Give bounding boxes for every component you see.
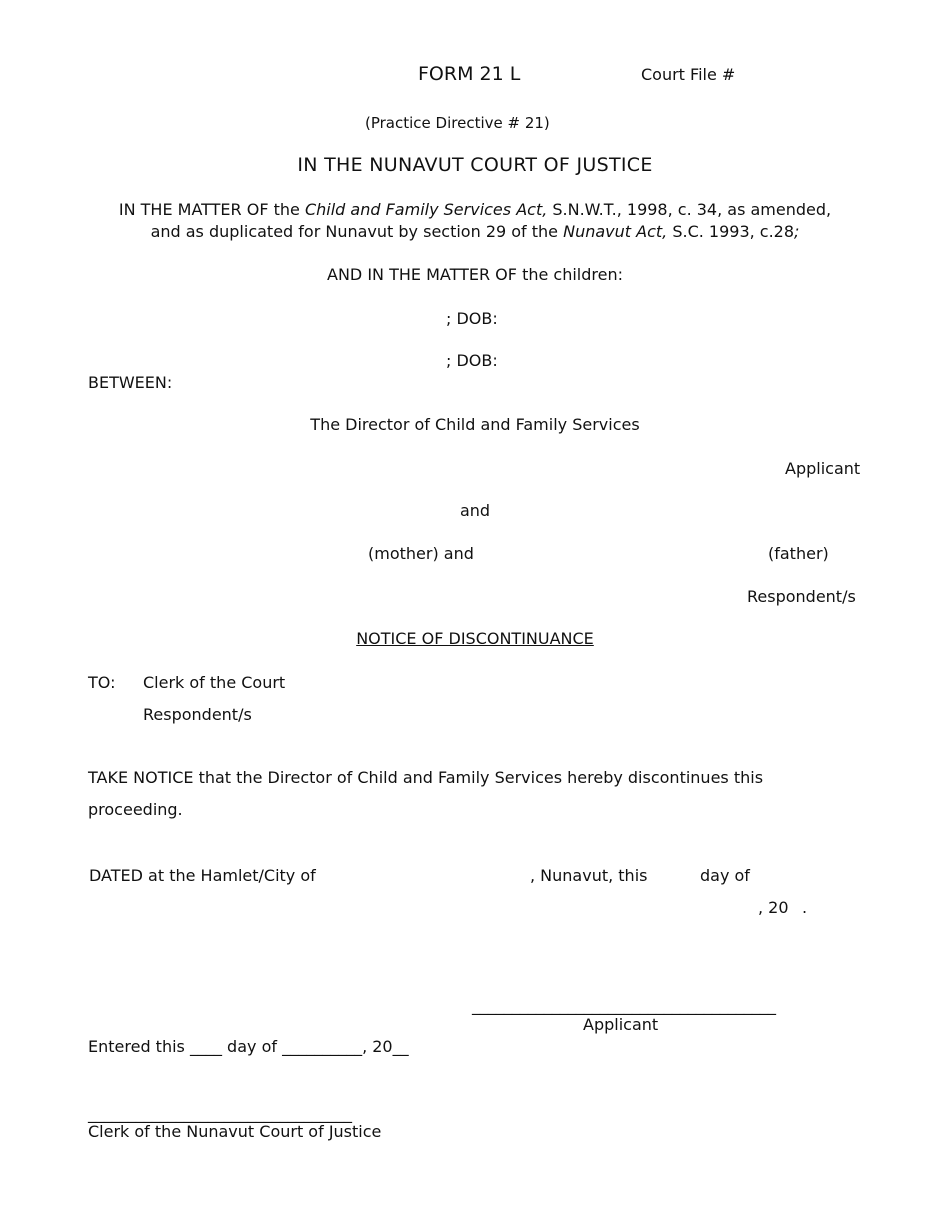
- matter-line-2-suffix: S.C. 1993, c.28: [667, 222, 795, 241]
- child-dob-1: ; DOB:: [446, 309, 498, 328]
- matter-line-1-prefix: IN THE MATTER OF the: [118, 200, 305, 219]
- dated-period: .: [802, 898, 808, 917]
- and-label: and: [459, 501, 491, 520]
- child-dob-2: ; DOB:: [446, 351, 498, 370]
- matter-line-1: [0, 199, 950, 221]
- dated-prefix: DATED at the Hamlet/City of: [89, 866, 316, 885]
- clerk-signature-line: _________________________________: [88, 1104, 352, 1123]
- court-title: IN THE NUNAVUT COURT OF JUSTICE: [297, 154, 653, 176]
- to-respondents: Respondent/s: [143, 705, 252, 724]
- entered-line: Entered this ____ day of __________, 20__: [88, 1037, 409, 1056]
- applicant-signature-label: Applicant: [583, 1015, 659, 1034]
- court-file-label: Court File #: [641, 65, 736, 84]
- applicant-name: The Director of Child and Family Services: [310, 415, 640, 434]
- children-heading: AND IN THE MATTER OF the children:: [327, 265, 623, 284]
- mother-label: (mother) and: [368, 544, 474, 563]
- applicant-signature-line: ______________________________________: [472, 996, 776, 1015]
- dated-nunavut: , Nunavut, this: [530, 866, 648, 885]
- nunavut-act-name: Nunavut Act,: [563, 222, 668, 241]
- respondent-role: Respondent/s: [747, 587, 856, 606]
- father-label: (father): [768, 544, 829, 563]
- applicant-role: Applicant: [785, 459, 861, 478]
- form-number: FORM 21 L: [418, 63, 521, 85]
- matter-line-2-end: ;: [794, 222, 800, 241]
- dated-year: , 20: [758, 898, 789, 917]
- clerk-signature-label: Clerk of the Nunavut Court of Justice: [88, 1122, 382, 1141]
- notice-body: TAKE NOTICE that the Director of Child and Family Services hereby discontinues this proceeding.: [88, 768, 764, 819]
- between-label: BETWEEN:: [88, 373, 173, 392]
- to-label: TO:: [88, 673, 116, 692]
- dated-day-of: day of: [700, 866, 750, 885]
- to-clerk: Clerk of the Court: [143, 673, 286, 692]
- practice-directive: (Practice Directive # 21): [365, 114, 550, 132]
- matter-line-1-suffix: S.N.W.T., 1998, c. 34, as amended,: [547, 200, 832, 219]
- matter-line-2: [0, 221, 950, 243]
- act-name: Child and Family Services Act,: [304, 200, 548, 219]
- matter-line-2-prefix: and as duplicated for Nunavut by section 29 of the: [150, 222, 564, 241]
- notice-title: NOTICE OF DISCONTINUANCE: [356, 629, 594, 648]
